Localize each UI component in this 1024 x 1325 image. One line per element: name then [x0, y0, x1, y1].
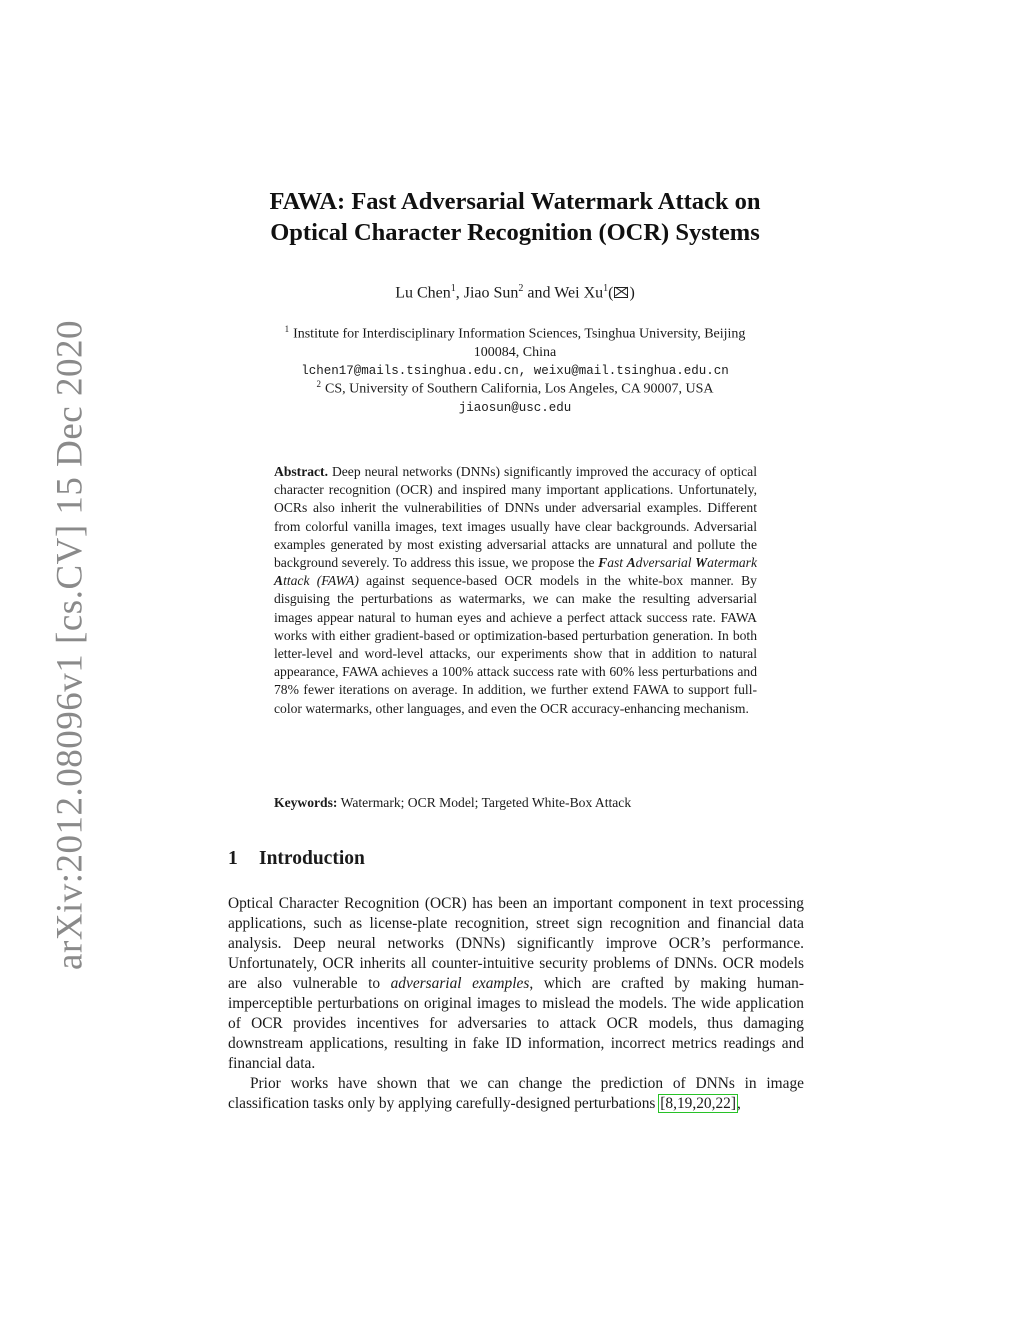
citation-link-20[interactable]: 20: [696, 1095, 712, 1112]
fawa-w-rest: atermark: [707, 555, 758, 571]
citation-group: [8,19,20,22]: [660, 1095, 736, 1112]
affiliation-1-mark: 1: [284, 324, 290, 334]
affiliation-2: [230, 375, 800, 417]
fawa-att-bold: A: [274, 573, 284, 589]
paragraph-1-emphasis: adversarial examples: [390, 975, 530, 992]
author-1-affiliation-mark: 1: [450, 283, 456, 294]
title-line-1: FAWA: Fast Adversarial Watermark Attack on: [269, 188, 761, 215]
fawa-a-bold: A: [626, 555, 636, 571]
keywords-text: Watermark; OCR Model; Targeted White-Box Attack: [340, 795, 632, 810]
affiliation-2-line-1: CS, University of Southern California, Los Angeles, CA 90007, USA: [325, 381, 714, 397]
section-number: 1: [228, 848, 238, 869]
intro-paragraph-2: [228, 1074, 804, 1114]
abstract-text-part-1: Deep neural networks (DNNs) significantly improved the accuracy of optical character recognition (OCR) and inspired many important applications. Unfortunately, OCRs also inherit the vulnerabilities of DNNs under adversarial examples. Different from colorful vanilla images, text images usually have clear backgrounds. Adversarial examples generated by most existing adversarial attacks are unnatural and pollute the background severely. To address this issue, we propose the: [274, 464, 757, 571]
citation-close-bracket: ]: [730, 1095, 736, 1112]
affiliation-1: [230, 320, 800, 380]
author-separator: ,: [455, 284, 464, 302]
paragraph-1-text-a: Optical Character Recognition (OCR) has been an important component in text processing applications, such as license-plate recognition, street sign recognition and financial data analysis. Deep neural networks (DNNs) significantly improve OCR’s performance. Unfortunately, OCR inherits all counter-intuitive security problems of DNNs. OCR models are also vulnerable to: [228, 895, 804, 992]
arxiv-identifier-text: arXiv:2012.08096v1 [cs.CV] 15 Dec 2020: [49, 320, 91, 970]
keywords: [274, 795, 757, 811]
author-3-affiliation-mark: 1: [603, 283, 609, 294]
section-heading: [228, 848, 365, 870]
fawa-a-rest: dversarial: [635, 555, 696, 571]
envelope-icon: [614, 287, 628, 298]
paper-title: [180, 186, 850, 248]
citation-link-19[interactable]: 19: [676, 1095, 693, 1112]
author-list: Lu Chen$^1$, Jiao Sun$^2$ and Wei Xu$^1$( ): [395, 283, 635, 302]
citation-link-8[interactable]: 8: [665, 1095, 674, 1112]
citation-link-22[interactable]: 22: [715, 1095, 731, 1112]
author-2-affiliation-mark: 2: [518, 283, 524, 294]
paragraph-2-text: Prior works have shown that we can change the prediction of DNNs in image classification tasks only by applying carefully-designed perturbations: [228, 1075, 804, 1112]
affiliation-1-line-2: 100084, China: [473, 344, 557, 360]
citation-open-bracket: [: [660, 1095, 666, 1112]
paragraph-1-text-b: , which are crafted by making human-imperceptible perturbations on original images to mislead the models. The wide application of OCR provides incentives for adversaries to attack OCR models, thus damaging downstream applications, resulting in fake ID information, incorrect metrics readings and financial data.: [228, 975, 804, 1072]
title-line-2: Optical Character Recognition (OCR) Systems: [270, 219, 760, 246]
author-separator: and: [523, 284, 555, 302]
author-3: Wei Xu: [554, 284, 604, 302]
abstract: [274, 463, 757, 718]
affiliation-2-mark: 2: [316, 379, 321, 389]
fawa-att-rest: ttack (FAWA): [283, 573, 359, 589]
fawa-w-bold: W: [695, 555, 708, 571]
abstract-text-part-2: against sequence-based OCR models in the white-box manner. By disguising the perturbations as watermarks, we can make the resulting adversarial images appear natural to human eyes and achieve a perfect attack success rate. FAWA works with either gradient-based or optimization-based perturbation generation. In both letter-level and word-level attacks, our experiments show that in addition to natural appearance, FAWA achieves a 100% attack success rate with 60% less perturbations and 78% fewer iterations on average. In addition, we further extend FAWA to support full-color watermarks, other languages, and even the OCR accuracy-enhancing mechanism.: [274, 573, 757, 716]
fawa-f-bold: F: [598, 555, 608, 571]
author-1: Lu Chen: [395, 284, 451, 302]
section-title: Introduction: [259, 848, 365, 869]
fawa-f-rest: ast: [607, 555, 627, 571]
affiliation-1-email: lchen17@mails.tsinghua.edu.cn, weixu@mail.tsinghua.edu.cn: [301, 363, 729, 378]
paragraph-2-trailing-comma: ,: [737, 1095, 741, 1112]
intro-paragraph-1: [228, 894, 804, 1074]
keywords-label: Keywords:: [274, 795, 338, 810]
author-2: Jiao Sun: [463, 284, 519, 302]
abstract-label: Abstract.: [274, 464, 328, 479]
affiliation-1-line-1: Institute for Interdisciplinary Information Sciences, Tsinghua University, Beijing: [293, 326, 746, 342]
affiliation-2-email: jiaosun@usc.edu: [458, 400, 572, 415]
